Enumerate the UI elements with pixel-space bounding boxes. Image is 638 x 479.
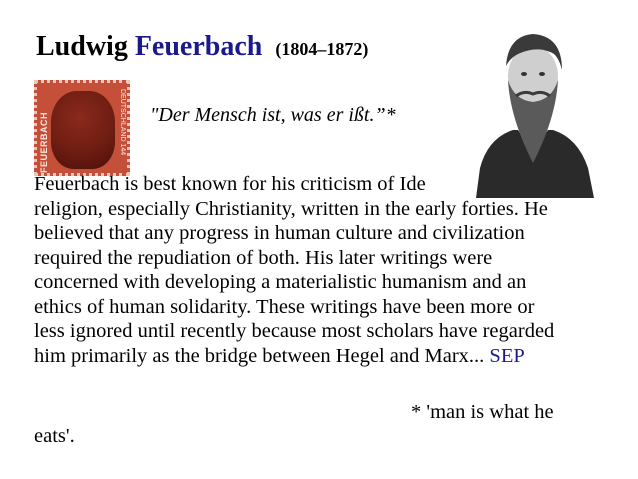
body-line-last (34, 344, 604, 369)
portrait-engraving-image (458, 18, 608, 198)
stamp-portrait (51, 91, 115, 169)
sep-link[interactable]: SEP (489, 344, 525, 367)
body-line: concerned with developing a materialistic humanism and an (34, 271, 527, 293)
page-title (36, 30, 368, 66)
body-paragraph (34, 172, 604, 368)
body-line: religion, especially Christianity, written in the early forties. He (34, 197, 548, 220)
stamp-side-text: FEUERBACH (39, 111, 49, 173)
body-line: believed that any progress in human culture and civilization (34, 222, 525, 244)
title-first-name: Ludwig (36, 31, 128, 62)
quote-text: "Der Mensch ist, was er ißt.”* (150, 104, 396, 126)
body-line: less ignored until recently because most scholars have regarded (34, 320, 555, 342)
footnote-part-2: eats'. (34, 425, 75, 447)
title-years: (1804–1872) (275, 39, 369, 59)
stamp-country-text: DEUTSCHLAND 144 (119, 89, 126, 156)
body-line: ethics of human solidarity. These writings have been more or (34, 295, 535, 318)
body-line: required the repudiation of both. His later writings were (34, 246, 493, 269)
postage-stamp-image (34, 80, 130, 176)
body-line-text: him primarily as the bridge between Hegel and Marx... (34, 344, 490, 367)
title-last-name: Feuerbach (134, 31, 263, 62)
body-line: Feuerbach is best known for his criticism of Ide (34, 173, 426, 195)
footnote-part-1: * 'man is what he (411, 401, 554, 423)
